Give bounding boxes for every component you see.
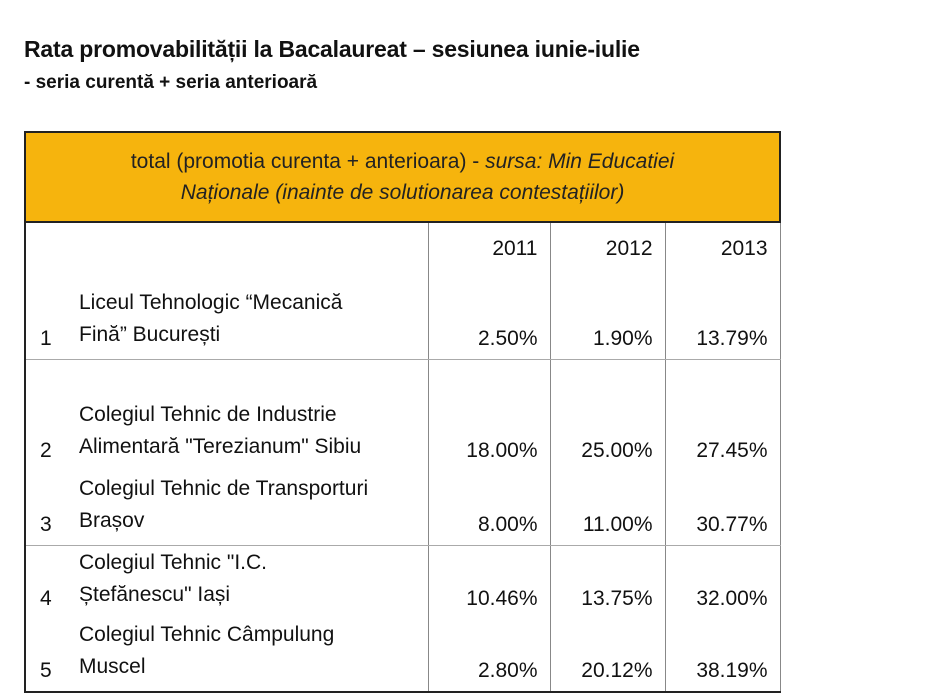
rate-2012: 20.12% [550, 619, 665, 692]
rate-2012: 1.90% [550, 261, 665, 359]
school-name-line1: Liceul Tehnologic “Mecanică [79, 290, 343, 314]
row-number: 5 [25, 619, 73, 692]
rate-2011: 10.46% [428, 545, 550, 619]
year-header-row [25, 222, 780, 261]
rate-2011: 2.50% [428, 261, 550, 359]
year-2012-header: 2012 [550, 222, 665, 261]
row-number: 1 [25, 261, 73, 359]
header-plain-text: total (promotia curenta + anterioara) - [130, 150, 480, 173]
year-2013-header: 2013 [665, 222, 780, 261]
school-name [73, 619, 428, 692]
table-row [25, 471, 780, 545]
rate-2013: 13.79% [665, 261, 780, 359]
school-name [73, 261, 428, 359]
table-header [25, 132, 780, 222]
table-row [25, 545, 780, 619]
rate-2012: 11.00% [550, 471, 665, 545]
rate-2013: 38.19% [665, 619, 780, 692]
school-name-line2: Brașov [79, 508, 145, 532]
school-name [73, 359, 428, 471]
rate-2013: 30.77% [665, 471, 780, 545]
row-number: 4 [25, 545, 73, 619]
school-name-line1: Colegiul Tehnic Câmpulung [79, 623, 335, 646]
rate-2013: 32.00% [665, 545, 780, 619]
rate-2011: 18.00% [428, 359, 550, 471]
rate-2012: 13.75% [550, 545, 665, 619]
page-subtitle: - seria curentă + seria anterioară [24, 72, 318, 93]
school-name-line1: Colegiul Tehnic de Transporturi [79, 476, 369, 500]
row-number: 2 [25, 359, 73, 471]
rate-2011: 8.00% [428, 471, 550, 545]
table-row [25, 359, 780, 471]
school-name-line2: Fină” București [79, 322, 221, 346]
school-name [73, 545, 428, 619]
school-name-line2: Alimentară "Terezianum" Sibiu [79, 435, 362, 458]
school-name [73, 471, 428, 545]
year-2011-header: 2011 [428, 222, 550, 261]
school-name-line2: Muscel [79, 655, 146, 678]
table-row [25, 261, 780, 359]
table-header-row [25, 132, 780, 222]
results-table [24, 131, 781, 693]
header-line2-text: Naționale (inainte de solutionarea contestațiilor) [180, 181, 625, 204]
page-title: Rata promovabilității la Bacalaureat – sesiunea iunie-iulie [24, 36, 640, 62]
school-name-line2: Ștefănescu" Iași [79, 583, 231, 606]
empty-num-header [25, 222, 73, 261]
rate-2013: 27.45% [665, 359, 780, 471]
table-row [25, 619, 780, 692]
row-number: 3 [25, 471, 73, 545]
empty-school-header [73, 222, 428, 261]
school-name-line1: Colegiul Tehnic "I.C. [79, 551, 267, 574]
rate-2011: 2.80% [428, 619, 550, 692]
school-name-line1: Colegiul Tehnic de Industrie [79, 403, 337, 426]
header-source-text: sursa: Min Educatiei [485, 150, 675, 173]
rate-2012: 25.00% [550, 359, 665, 471]
